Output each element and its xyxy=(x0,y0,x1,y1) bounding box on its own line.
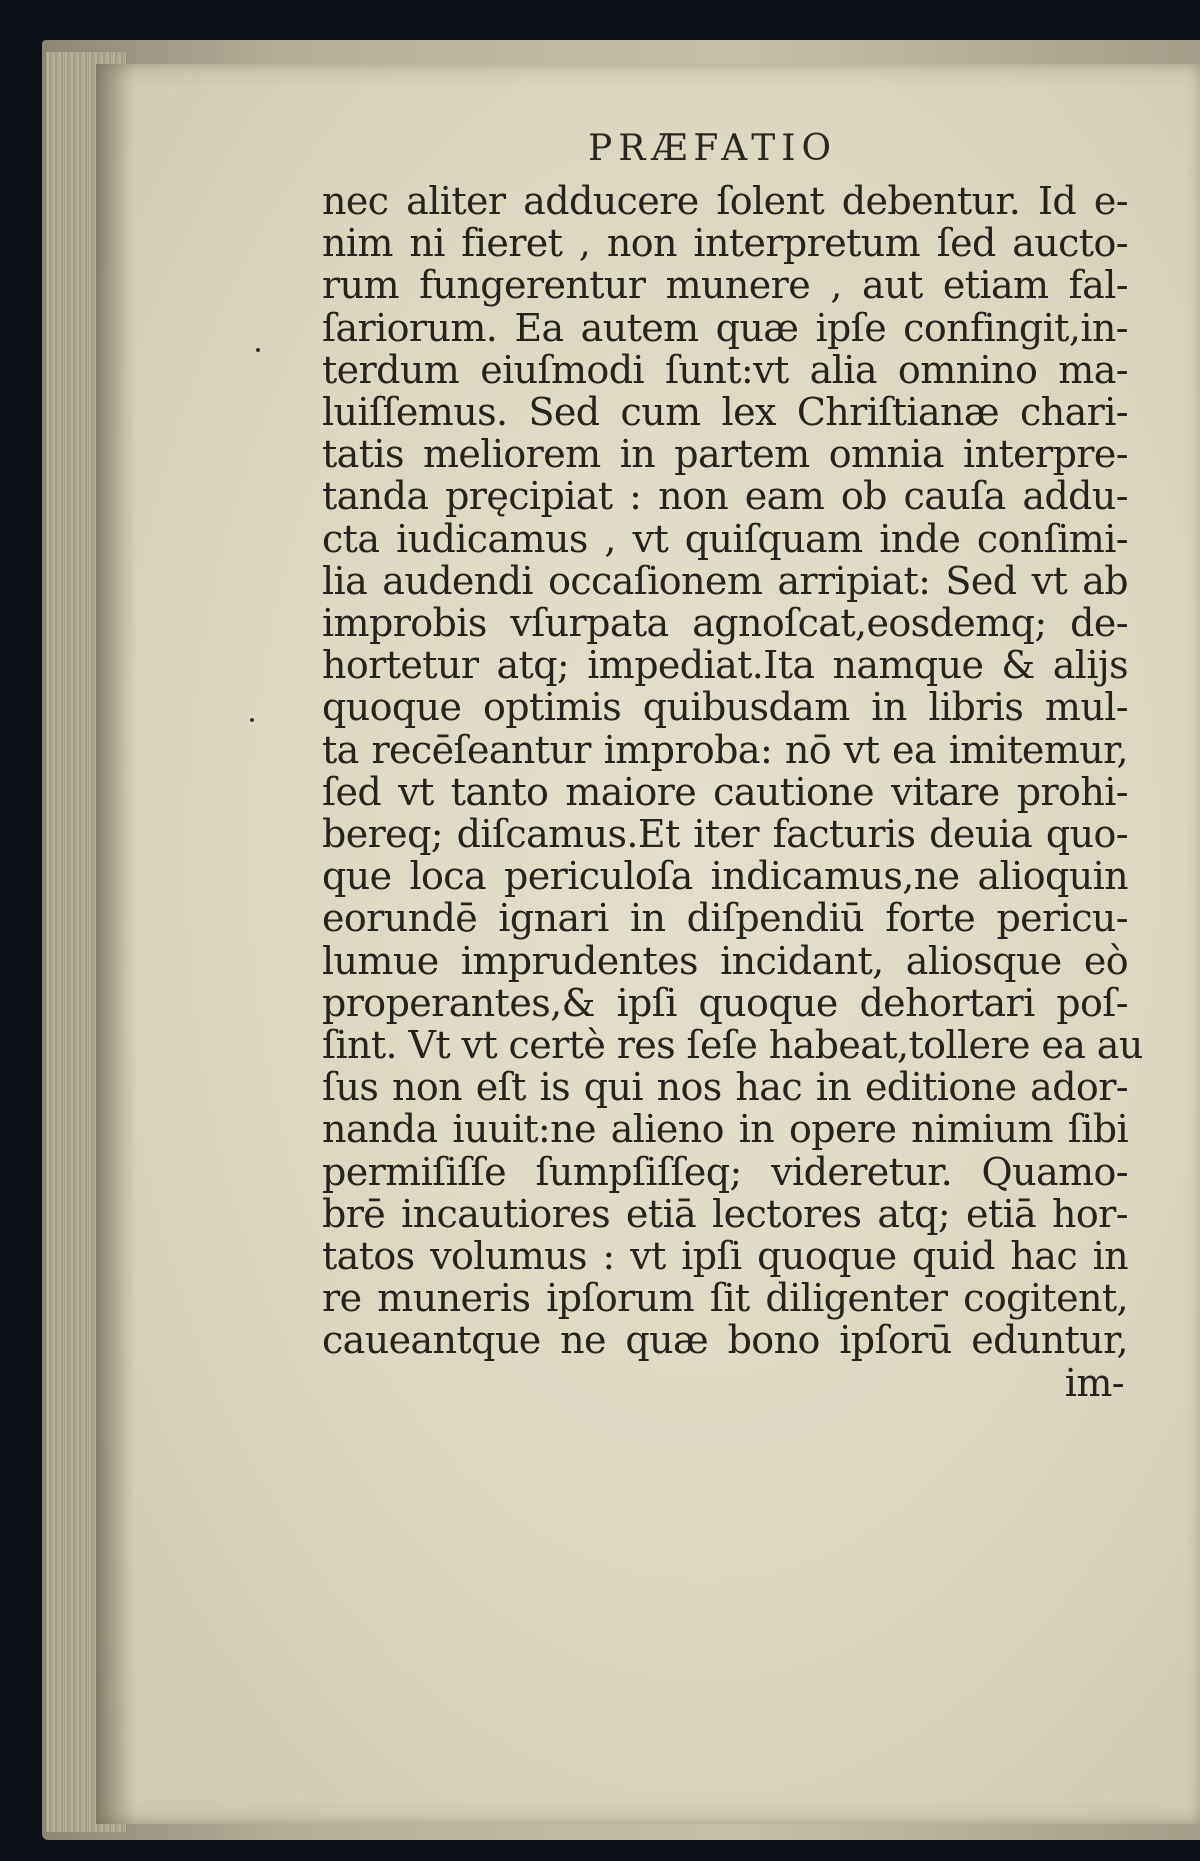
text-line: cta iudicamus , vt quiſquam inde conſimi- xyxy=(322,516,1128,561)
text-line: hortetur atq; impediat.Ita namque & alijs xyxy=(322,643,1128,688)
gutter-shadow xyxy=(96,64,136,1824)
text-line: ſus non eſt is qui nos hac in editione ador- xyxy=(322,1065,1128,1110)
text-line: re muneris ipſorum ſit diligenter cogitent, xyxy=(322,1276,1128,1321)
text-line: ſariorum. Ea autem quæ ipſe confingit,in- xyxy=(322,305,1128,350)
text-line: luiſſemus. Sed cum lex Chriſtianæ chari- xyxy=(322,390,1128,435)
text-line: permiſiſſe ſumpſiſſeq; videretur. Quamo- xyxy=(322,1149,1128,1194)
text-line: que loca periculoſa indicamus,ne alioquin xyxy=(322,854,1128,899)
text-line: nim ni fieret , non interpretum ſed aucto- xyxy=(322,221,1128,266)
text-line: nec aliter adducere ſolent debentur. Id e- xyxy=(322,179,1128,223)
text-line: eorundē ignari in diſpendiū forte pericu- xyxy=(322,896,1128,941)
text-line: tatos volumus : vt ipſi quoque quid hac in xyxy=(322,1234,1128,1279)
running-head: PRÆFATIO xyxy=(588,128,837,169)
text-line: brē incautiores etiā lectores atq; etiā hor- xyxy=(322,1191,1128,1236)
text-line: ta recēſeantur improba: nō vt ea imitemur, xyxy=(322,727,1128,772)
text-line: nanda iuuit:ne alieno in opere nimium ſibi xyxy=(322,1107,1128,1152)
catchword: im- xyxy=(1064,1360,1124,1405)
text-line: quoque optimis quibusdam in libris mul- xyxy=(322,685,1128,730)
ink-fleck xyxy=(256,348,260,352)
text-line: ſint. Vt vt certè res ſeſe habeat,tollere ea au xyxy=(322,1023,1143,1068)
text-line: bereq; diſcamus.Et iter facturis deuia quo- xyxy=(322,812,1128,857)
text-line: lumue imprudentes incidant, aliosque eò xyxy=(322,938,1128,983)
text-line: improbis vſurpata agnoſcat,eosdemq; de- xyxy=(322,601,1128,646)
text-line: terdum eiuſmodi ſunt:vt alia omnino ma- xyxy=(322,347,1128,392)
text-line: rum fungerentur munere , aut etiam fal- xyxy=(322,263,1128,308)
text-line: caueantque ne quæ bono ipſorū eduntur, xyxy=(322,1318,1128,1363)
body-text xyxy=(322,179,1143,1405)
text-line: properantes,& ipſi quoque dehortari poſ- xyxy=(322,980,1128,1025)
text-line: tanda pręcipiat : non eam ob cauſa addu- xyxy=(322,474,1128,519)
text-line: ſed vt tanto maiore cautione vitare prohi- xyxy=(322,769,1128,814)
text-line: tatis meliorem in partem omnia interpre- xyxy=(322,432,1128,477)
text-line: lia audendi occaſionem arripiat: Sed vt ab xyxy=(322,558,1128,603)
ink-fleck xyxy=(250,718,254,722)
